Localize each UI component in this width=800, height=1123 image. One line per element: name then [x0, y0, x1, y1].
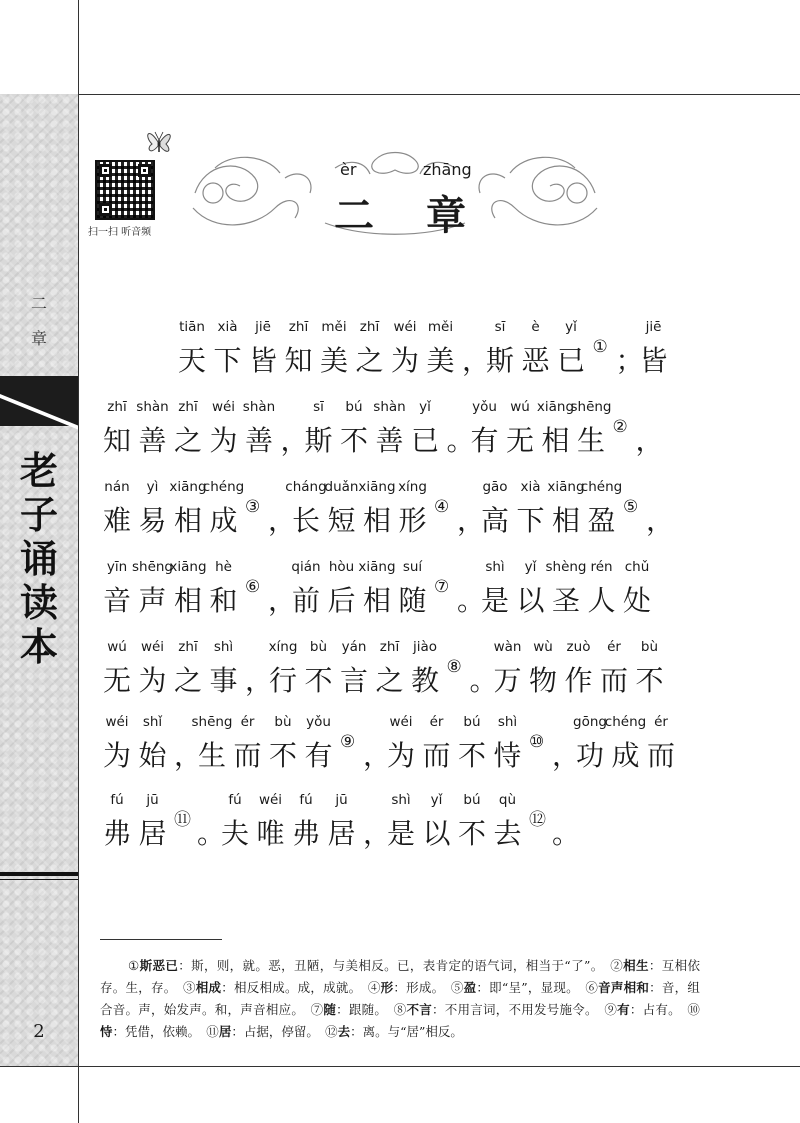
- hanzi-char: 始: [138, 739, 167, 772]
- hanzi-char: 知: [284, 344, 313, 377]
- pinyin: bú: [463, 714, 481, 730]
- hanzi-char: 而: [600, 664, 629, 697]
- hanzi-char: 是: [387, 817, 416, 850]
- footnote-item: [394, 1002, 592, 1017]
- pinyin: wéi: [393, 319, 417, 335]
- footnote-number: ⑪: [206, 1024, 219, 1039]
- pinyin: shàn: [373, 399, 406, 415]
- footnote-term: 音声相和: [598, 980, 650, 995]
- footnote-term: 恃: [100, 1024, 113, 1039]
- hanzi-char: 为: [103, 739, 132, 772]
- chapter-heading-char-2: 章: [426, 192, 466, 239]
- punctuation: 。: [457, 584, 486, 617]
- pinyin: wú: [510, 399, 530, 415]
- footnote-term: 居: [218, 1024, 232, 1039]
- footnote-item: [100, 958, 597, 973]
- pinyin: ér: [429, 714, 444, 730]
- hanzi-char: 不: [340, 424, 369, 457]
- hanzi-char: 恶: [521, 344, 550, 377]
- pinyin: měi: [321, 319, 347, 335]
- punctuation: ，: [280, 424, 309, 457]
- hanzi-char: 形: [398, 504, 427, 537]
- hanzi-char: 知: [103, 424, 132, 457]
- footnote-term: 随: [323, 1002, 337, 1017]
- footnote-marker: ⑤: [623, 497, 639, 517]
- punctuation: ，: [552, 739, 581, 772]
- page-number: 2: [33, 1021, 45, 1042]
- hanzi-char: 已: [411, 424, 440, 457]
- punctuation: ，: [363, 817, 392, 850]
- footnote-text: ：跟随。: [336, 1002, 381, 1017]
- book-title-char: 子: [19, 492, 58, 537]
- pinyin: suí: [402, 559, 423, 575]
- footnote-marker: ⑫: [529, 810, 546, 830]
- hanzi-char: 夫: [221, 817, 250, 850]
- hanzi-char: 居: [327, 817, 356, 850]
- hanzi-char: 之: [355, 344, 384, 377]
- hanzi-char: 皆: [249, 344, 278, 377]
- footnote-term: 斯恶已: [139, 958, 179, 973]
- pinyin: jiē: [255, 319, 271, 335]
- pinyin: xiāng: [547, 479, 585, 495]
- footnote-item: [325, 1024, 463, 1039]
- pinyin: wú: [107, 639, 127, 655]
- punctuation: ，: [268, 504, 297, 537]
- footnote-item: [311, 1002, 381, 1017]
- pinyin: zhī: [288, 319, 309, 335]
- hanzi-char: 而: [647, 739, 676, 772]
- hanzi-char: 和: [209, 584, 238, 617]
- hanzi-char: 天: [178, 344, 207, 377]
- footnote-marker: ⑦: [434, 577, 450, 597]
- pinyin: fú: [299, 792, 313, 808]
- hanzi-char: 下: [516, 504, 545, 537]
- hanzi-char: 物: [529, 664, 558, 697]
- footnote-item: [604, 1002, 674, 1017]
- footnote-number: ④: [367, 980, 381, 995]
- pinyin: shàn: [242, 399, 276, 415]
- pinyin: bú: [345, 399, 363, 415]
- book-title-char: 老: [19, 448, 58, 493]
- hanzi-char: 善: [375, 424, 404, 457]
- pinyin: yì: [146, 479, 159, 495]
- sidebar: [0, 94, 78, 1066]
- chapter-pinyin-2: zhāng: [423, 160, 472, 179]
- pinyin: měi: [427, 319, 454, 335]
- pinyin: zhī: [379, 639, 400, 655]
- hanzi-char: 事: [209, 664, 238, 697]
- pinyin: xiāng: [169, 559, 207, 575]
- footnote-item: [368, 980, 438, 995]
- pinyin: rén: [590, 559, 613, 575]
- hanzi-char: 相: [552, 504, 581, 537]
- punctuation: ，: [363, 739, 392, 772]
- punctuation: 。: [469, 664, 498, 697]
- hanzi-char: 善: [138, 424, 167, 457]
- pinyin: shèng: [545, 559, 587, 575]
- hanzi-char: 教: [411, 664, 440, 697]
- footnote-marker: ⑥: [245, 577, 261, 597]
- footnote-number: ①: [128, 958, 140, 973]
- hanzi-char: 是: [481, 584, 510, 617]
- bottom-rule: [0, 1066, 800, 1067]
- pinyin: gāo: [482, 479, 508, 495]
- hanzi-char: 皆: [639, 344, 668, 377]
- punctuation: ，: [245, 664, 274, 697]
- hanzi-char: 居: [138, 817, 167, 850]
- hanzi-char: 相: [363, 584, 392, 617]
- pinyin: cháng: [285, 479, 327, 495]
- footnote-marker: ⑧: [446, 657, 462, 677]
- footnote-marker: ⑨: [340, 732, 356, 752]
- pinyin: chéng: [604, 714, 647, 730]
- footnote-term: 形: [380, 980, 394, 995]
- pinyin: jū: [335, 792, 348, 808]
- hanzi-char: 随: [398, 584, 427, 617]
- footnote-marker: ⑩: [529, 732, 545, 752]
- pinyin: yǒu: [472, 399, 497, 415]
- hanzi-char: 弗: [103, 817, 132, 850]
- pinyin: gōng: [573, 714, 607, 730]
- pinyin: bù: [274, 714, 292, 730]
- hanzi-char: 作: [564, 664, 593, 697]
- pinyin: wàn: [493, 639, 522, 655]
- hanzi-char: 相: [363, 504, 392, 537]
- pinyin: duǎn: [324, 479, 359, 495]
- hanzi-char: 难: [103, 504, 132, 537]
- footnote-marker: ②: [612, 417, 628, 437]
- punctuation: 。: [552, 817, 581, 850]
- footnote-text: ：互相依存。生，存。: [100, 958, 700, 995]
- pinyin: bù: [640, 639, 659, 655]
- hanzi-char: 易: [138, 504, 167, 537]
- pinyin: shēng: [191, 714, 233, 730]
- qr-caption: 扫一扫 听音频: [88, 227, 152, 238]
- footnote-term: 相生: [623, 958, 649, 973]
- pinyin: shì: [213, 639, 234, 655]
- pinyin: bú: [463, 792, 481, 808]
- pinyin: zuò: [566, 639, 591, 655]
- hanzi-char: 恃: [493, 739, 522, 772]
- footnote-marker: ①: [592, 337, 608, 357]
- pinyin: shǐ: [142, 714, 163, 730]
- hanzi-char: 圣: [552, 584, 581, 617]
- hanzi-char: 有: [470, 424, 499, 457]
- footnote-text: ：音，组合音。声，始发声。和，声音相应。: [100, 980, 700, 1017]
- hanzi-char: 斯: [304, 424, 333, 457]
- footnote-number: ③: [182, 980, 196, 995]
- hanzi-char: 不: [269, 739, 298, 772]
- footnote-number: ②: [610, 958, 624, 973]
- sidebar-rule-thick: [0, 872, 78, 876]
- pinyin: qián: [291, 559, 321, 575]
- pinyin: xià: [520, 479, 541, 495]
- sidebar-rule-thin: [0, 879, 78, 880]
- book-title: [0, 449, 78, 669]
- hanzi-char: 唯: [256, 817, 285, 850]
- footnote-number: ⑤: [450, 980, 464, 995]
- hanzi-char: 言: [340, 664, 369, 697]
- pinyin: sī: [494, 319, 506, 335]
- hanzi-char: 不: [304, 664, 333, 697]
- chapter-pinyin-1: èr: [340, 160, 357, 179]
- hanzi-char: 长: [292, 504, 321, 537]
- pinyin: zhī: [359, 319, 380, 335]
- hanzi-char: 声: [138, 584, 167, 617]
- pinyin: ér: [607, 639, 621, 655]
- footnote-term: 去: [337, 1024, 351, 1039]
- pinyin: shì: [497, 714, 518, 730]
- hanzi-char: 行: [269, 664, 298, 697]
- footnote-term: 有: [617, 1002, 630, 1017]
- footnote-marker: ④: [434, 497, 450, 517]
- qr-code[interactable]: [95, 160, 155, 220]
- hanzi-char: 下: [213, 344, 242, 377]
- pinyin: shēng: [131, 559, 174, 575]
- hanzi-char: 美: [426, 344, 455, 377]
- pinyin: wéi: [105, 714, 129, 730]
- footnote-text: ：斯，则，就。恶，丑陋，与美相反。已，表肯定的语气词，相当于“了”。: [178, 958, 598, 973]
- hanzi-char: 相: [174, 504, 203, 537]
- pinyin: fú: [228, 792, 242, 808]
- footnote-item: [451, 980, 573, 995]
- footnote-item: [206, 1024, 312, 1039]
- pinyin: hè: [215, 559, 232, 575]
- hanzi-char: 相: [541, 424, 570, 457]
- pinyin: yǐ: [524, 559, 537, 575]
- hanzi-char: 为: [209, 424, 238, 457]
- hanzi-char: 无: [103, 664, 132, 697]
- pinyin: chéng: [580, 479, 623, 495]
- pinyin: xiāng: [536, 399, 575, 415]
- punctuation: ，: [457, 504, 486, 537]
- pinyin: wéi: [389, 714, 413, 730]
- hanzi-char: 人: [587, 584, 616, 617]
- pinyin: tiān: [179, 319, 205, 335]
- hanzi-char: 前: [292, 584, 321, 617]
- pinyin: zhī: [178, 399, 198, 415]
- pinyin: xíng: [268, 639, 298, 655]
- book-title-char: 本: [19, 624, 58, 669]
- footnote-number: ⑥: [585, 980, 599, 995]
- pinyin: chǔ: [624, 559, 650, 575]
- punctuation: 。: [197, 817, 226, 850]
- footnote-number: ⑦: [310, 1002, 324, 1017]
- punctuation: ，: [462, 344, 491, 377]
- punctuation: ，: [635, 424, 664, 457]
- hanzi-char: 弗: [292, 817, 321, 850]
- book-title-char: 诵: [19, 536, 58, 581]
- sidebar-chapter-top: 二: [30, 294, 47, 313]
- pinyin: yǐ: [565, 319, 577, 335]
- pinyin: xiāng: [358, 559, 396, 575]
- hanzi-char: 相: [174, 584, 203, 617]
- hanzi-char: 成: [209, 504, 238, 537]
- footnote-text: ：形成。: [393, 980, 439, 995]
- hanzi-char: 为: [138, 664, 167, 697]
- hanzi-char: 美: [320, 344, 349, 377]
- hanzi-char: 无: [506, 424, 535, 457]
- pinyin: wéi: [140, 639, 165, 655]
- pinyin: chéng: [202, 479, 245, 495]
- pinyin: yán: [341, 639, 367, 655]
- hanzi-char: 以: [422, 817, 451, 850]
- footnote-term: 相成: [195, 980, 222, 995]
- footnote-number: ⑩: [687, 1002, 700, 1017]
- pinyin: zhī: [178, 639, 198, 655]
- pinyin: bù: [309, 639, 328, 655]
- sidebar-chapter-bottom: 章: [30, 329, 47, 348]
- hanzi-char: 不: [458, 817, 487, 850]
- footnote-text: ：离。与“居”相反。: [350, 1024, 463, 1039]
- book-title-char: 读: [19, 580, 58, 625]
- footnote-text: ：占有。: [629, 1002, 675, 1017]
- hanzi-char: 高: [481, 504, 510, 537]
- footnote-item: [183, 980, 355, 995]
- left-rule: [78, 0, 79, 1123]
- hanzi-char: 盈: [587, 504, 616, 537]
- hanzi-char: 成: [611, 739, 640, 772]
- hanzi-char: 而: [422, 739, 451, 772]
- hanzi-char: 善: [245, 424, 274, 457]
- hanzi-char: 已: [557, 344, 586, 377]
- pinyin: shēng: [570, 399, 612, 415]
- punctuation: ，: [268, 584, 297, 617]
- pinyin: qù: [498, 792, 517, 808]
- footnote-number: ⑧: [393, 1002, 407, 1017]
- footnote-term: 不言: [406, 1002, 432, 1017]
- pinyin: jū: [146, 792, 159, 808]
- pinyin: zhī: [107, 399, 127, 415]
- footnotes: [100, 955, 700, 1043]
- hanzi-char: 短: [327, 504, 356, 537]
- hanzi-char: 以: [516, 584, 545, 617]
- pinyin: nán: [104, 479, 130, 495]
- butterfly-icon: [142, 122, 176, 160]
- pinyin: hòu: [328, 559, 355, 575]
- pinyin: yǐ: [419, 399, 431, 415]
- pinyin: ér: [240, 714, 255, 730]
- footnote-marker: ⑪: [174, 810, 191, 830]
- pinyin: è: [531, 319, 540, 335]
- hanzi-char: 有: [304, 739, 333, 772]
- hanzi-char: 功: [576, 739, 605, 772]
- footnote-text: ：凭借，依赖。: [112, 1024, 194, 1039]
- footnote-text: ：不用言词，不用发号施令。: [431, 1002, 592, 1017]
- hanzi-char: 后: [327, 584, 356, 617]
- footnote-term: 盈: [463, 980, 477, 995]
- pinyin: xíng: [398, 479, 427, 495]
- pinyin: yǐ: [430, 792, 443, 808]
- hanzi-char: 而: [233, 739, 262, 772]
- pinyin: xiāng: [169, 479, 207, 495]
- footnote-rule: [100, 939, 222, 940]
- hanzi-char: 生: [198, 739, 227, 772]
- footnote-text: ：占据，停留。: [231, 1024, 313, 1039]
- footnote-number: ⑫: [325, 1024, 338, 1039]
- pinyin: wéi: [211, 399, 236, 415]
- punctuation: 。: [446, 424, 475, 457]
- pinyin: sī: [313, 399, 324, 415]
- hanzi-char: 之: [375, 664, 404, 697]
- chapter-heading-char-1: 二: [334, 192, 374, 239]
- hanzi-char: 之: [174, 424, 203, 457]
- hanzi-char: 为: [391, 344, 420, 377]
- footnote-text: ：相反相成。成，成就。: [221, 980, 356, 995]
- pinyin: fú: [110, 792, 124, 808]
- hanzi-char: 斯: [486, 344, 515, 377]
- pinyin: jiào: [412, 639, 438, 655]
- pinyin: shàn: [136, 399, 169, 415]
- hanzi-char: 不: [458, 739, 487, 772]
- hanzi-char: 去: [493, 817, 522, 850]
- pinyin: shì: [485, 559, 505, 575]
- hanzi-char: 万: [493, 664, 522, 697]
- hanzi-char: 为: [387, 739, 416, 772]
- pinyin: xià: [217, 319, 238, 335]
- hanzi-char: 音: [103, 584, 132, 617]
- pinyin: wù: [533, 639, 553, 655]
- pinyin: yǒu: [306, 714, 331, 730]
- footnote-marker: ③: [245, 497, 261, 517]
- pinyin: jiē: [645, 319, 662, 335]
- footnote-number: ⑨: [604, 1002, 618, 1017]
- punctuation: ，: [646, 504, 675, 537]
- pinyin: xiāng: [358, 479, 396, 495]
- top-rule: [0, 94, 800, 95]
- pinyin: wéi: [258, 792, 283, 808]
- hanzi-char: 之: [174, 664, 203, 697]
- footnote-text: ：即“呈”，显现。: [476, 980, 573, 995]
- punctuation: ；: [615, 344, 644, 377]
- pinyin: shì: [391, 792, 411, 808]
- pinyin: ér: [654, 714, 668, 730]
- hanzi-char: 不: [635, 664, 664, 697]
- hanzi-char: 生: [577, 424, 606, 457]
- hanzi-char: 处: [623, 584, 652, 617]
- punctuation: ，: [174, 739, 203, 772]
- pinyin: yīn: [106, 559, 128, 575]
- chapter-banner-ornament: [185, 148, 605, 238]
